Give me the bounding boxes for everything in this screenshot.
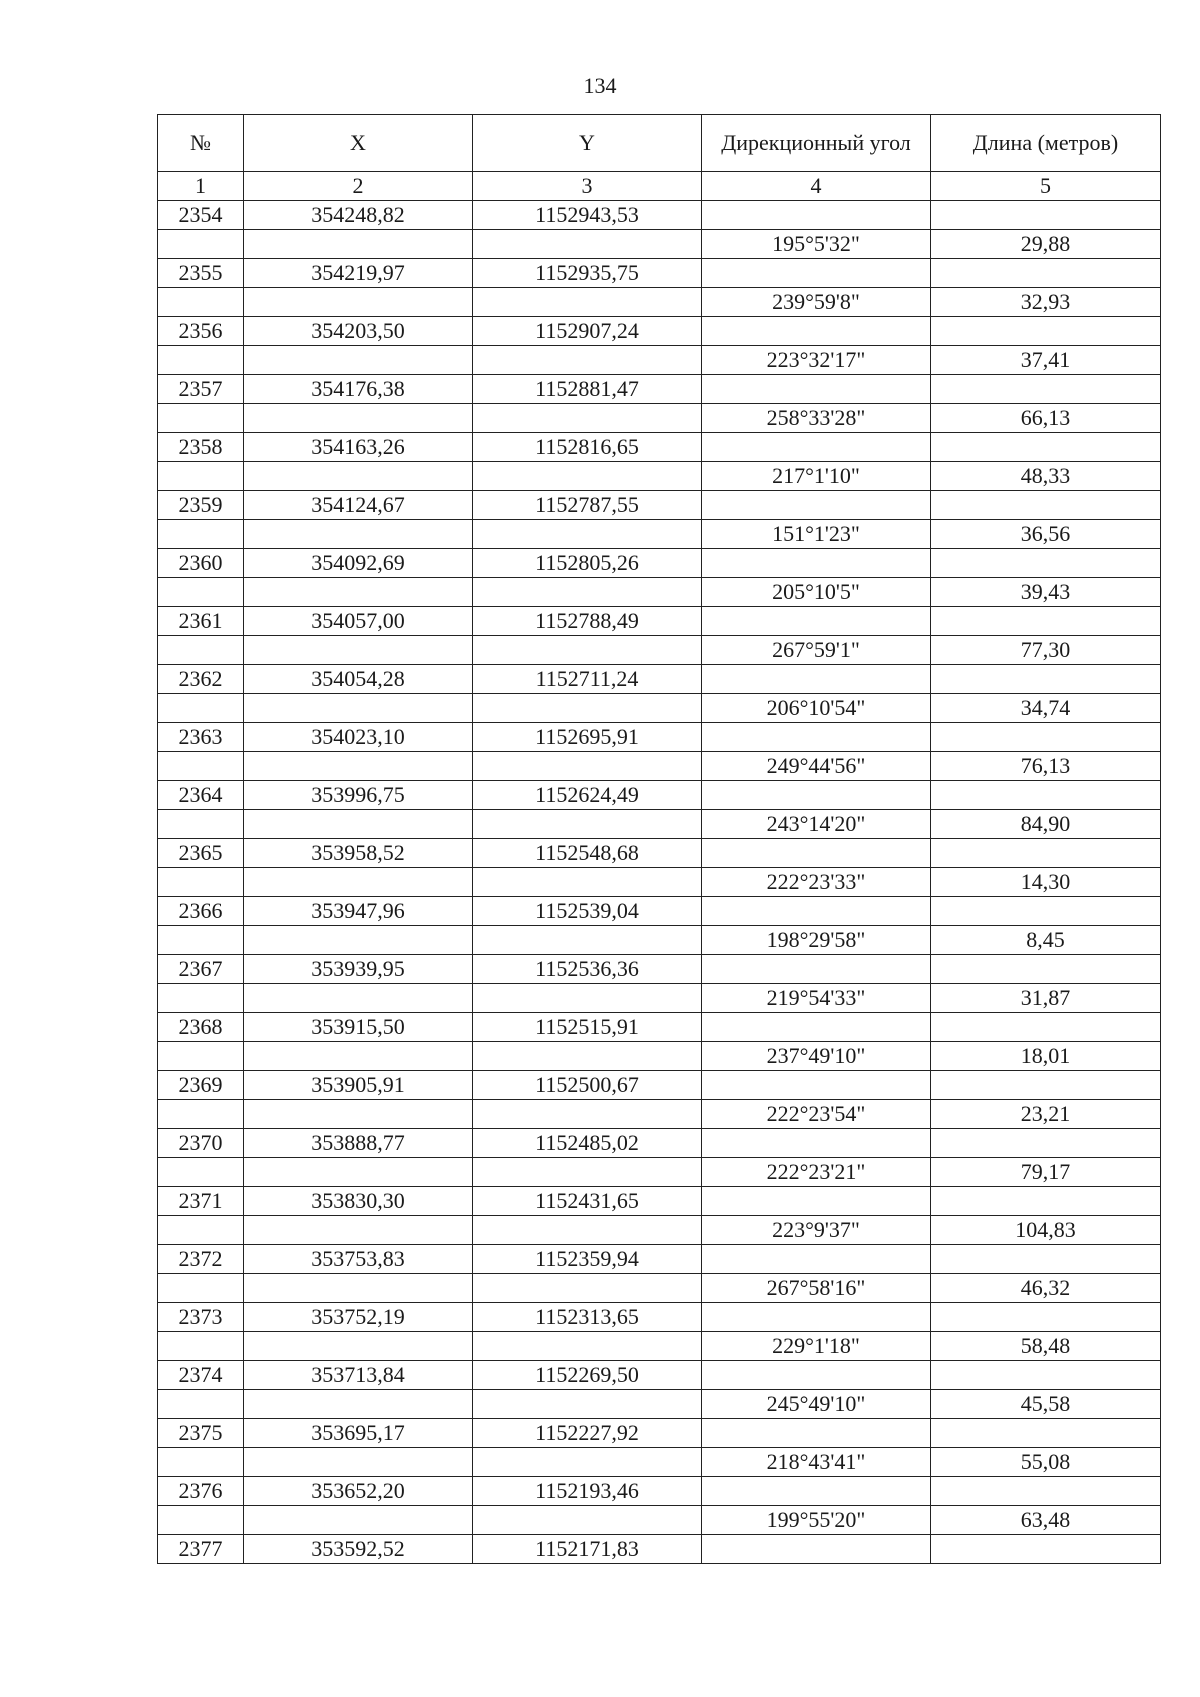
length-cell (931, 1361, 1161, 1390)
x-coordinate-cell: 353652,20 (244, 1477, 473, 1506)
x-coordinate-cell (244, 520, 473, 549)
point-number-cell (158, 462, 244, 491)
direction-angle-cell: 223°9'37" (702, 1216, 931, 1245)
y-coordinate-cell: 1152171,83 (473, 1535, 702, 1564)
x-coordinate-cell (244, 462, 473, 491)
y-coordinate-cell (473, 810, 702, 839)
point-number-cell (158, 288, 244, 317)
x-coordinate-cell: 354054,28 (244, 665, 473, 694)
point-number-cell (158, 810, 244, 839)
table-body (158, 201, 1161, 1564)
point-number-cell: 2376 (158, 1477, 244, 1506)
table-row (158, 665, 1161, 694)
length-cell (931, 897, 1161, 926)
point-number-cell (158, 636, 244, 665)
y-coordinate-cell (473, 1448, 702, 1477)
table-row (158, 433, 1161, 462)
direction-angle-cell: 222°23'54" (702, 1100, 931, 1129)
x-coordinate-cell (244, 1158, 473, 1187)
table-row (158, 491, 1161, 520)
y-coordinate-cell (473, 1506, 702, 1535)
length-cell (931, 201, 1161, 230)
x-coordinate-cell: 353958,52 (244, 839, 473, 868)
direction-angle-cell: 199°55'20" (702, 1506, 931, 1535)
point-number-cell: 2357 (158, 375, 244, 404)
table-row (158, 1361, 1161, 1390)
table-row (158, 1100, 1161, 1129)
length-cell: 58,48 (931, 1332, 1161, 1361)
table-row (158, 839, 1161, 868)
point-number-cell (158, 1506, 244, 1535)
x-coordinate-cell: 353888,77 (244, 1129, 473, 1158)
direction-angle-cell (702, 433, 931, 462)
direction-angle-cell: 267°58'16" (702, 1274, 931, 1303)
x-coordinate-cell: 354023,10 (244, 723, 473, 752)
header-length: Длина (метров) (931, 115, 1161, 172)
x-coordinate-cell (244, 1506, 473, 1535)
point-number-cell: 2359 (158, 491, 244, 520)
x-coordinate-cell: 354176,38 (244, 375, 473, 404)
length-cell (931, 1477, 1161, 1506)
table-row (158, 1216, 1161, 1245)
point-number-cell: 2371 (158, 1187, 244, 1216)
length-cell (931, 549, 1161, 578)
point-number-cell (158, 1332, 244, 1361)
y-coordinate-cell (473, 926, 702, 955)
length-cell (931, 1419, 1161, 1448)
y-coordinate-cell (473, 520, 702, 549)
point-number-cell: 2363 (158, 723, 244, 752)
x-coordinate-cell: 353905,91 (244, 1071, 473, 1100)
direction-angle-cell: 239°59'8" (702, 288, 931, 317)
y-coordinate-cell (473, 1274, 702, 1303)
x-coordinate-cell (244, 636, 473, 665)
direction-angle-cell (702, 665, 931, 694)
point-number-cell: 2355 (158, 259, 244, 288)
y-coordinate-cell: 1152539,04 (473, 897, 702, 926)
table-row (158, 1419, 1161, 1448)
x-coordinate-cell: 354124,67 (244, 491, 473, 520)
y-coordinate-cell (473, 1332, 702, 1361)
direction-angle-cell: 249°44'56" (702, 752, 931, 781)
x-coordinate-cell: 353713,84 (244, 1361, 473, 1390)
length-cell: 77,30 (931, 636, 1161, 665)
direction-angle-cell (702, 955, 931, 984)
y-coordinate-cell (473, 1216, 702, 1245)
x-coordinate-cell (244, 694, 473, 723)
length-cell (931, 1129, 1161, 1158)
y-coordinate-cell (473, 984, 702, 1013)
table-row (158, 1013, 1161, 1042)
direction-angle-cell: 219°54'33" (702, 984, 931, 1013)
point-number-cell (158, 1216, 244, 1245)
length-cell: 79,17 (931, 1158, 1161, 1187)
direction-angle-cell: 243°14'20" (702, 810, 931, 839)
direction-angle-cell (702, 1477, 931, 1506)
y-coordinate-cell: 1152515,91 (473, 1013, 702, 1042)
page-number: 134 (583, 73, 617, 98)
y-coordinate-cell: 1152805,26 (473, 549, 702, 578)
column-number: 5 (931, 172, 1161, 201)
length-cell: 46,32 (931, 1274, 1161, 1303)
y-coordinate-cell: 1152500,67 (473, 1071, 702, 1100)
length-cell: 34,74 (931, 694, 1161, 723)
x-coordinate-cell (244, 346, 473, 375)
header-direction-angle: Дирекционный угол (702, 115, 931, 172)
direction-angle-cell: 206°10'54" (702, 694, 931, 723)
direction-angle-cell: 222°23'21" (702, 1158, 931, 1187)
column-numbers-row (158, 172, 1161, 201)
x-coordinate-cell (244, 1100, 473, 1129)
direction-angle-cell: 229°1'18" (702, 1332, 931, 1361)
y-coordinate-cell (473, 1158, 702, 1187)
table-header-row (158, 115, 1161, 172)
table-row (158, 926, 1161, 955)
point-number-cell: 2365 (158, 839, 244, 868)
y-coordinate-cell: 1152711,24 (473, 665, 702, 694)
point-number-cell (158, 404, 244, 433)
x-coordinate-cell (244, 810, 473, 839)
x-coordinate-cell: 353947,96 (244, 897, 473, 926)
x-coordinate-cell: 353996,75 (244, 781, 473, 810)
table-row (158, 259, 1161, 288)
table-row (158, 520, 1161, 549)
point-number-cell (158, 984, 244, 1013)
length-cell: 76,13 (931, 752, 1161, 781)
x-coordinate-cell (244, 984, 473, 1013)
point-number-cell: 2356 (158, 317, 244, 346)
y-coordinate-cell (473, 752, 702, 781)
y-coordinate-cell: 1152227,92 (473, 1419, 702, 1448)
direction-angle-cell (702, 491, 931, 520)
length-cell: 36,56 (931, 520, 1161, 549)
table-row (158, 1187, 1161, 1216)
length-cell (931, 491, 1161, 520)
point-number-cell: 2354 (158, 201, 244, 230)
length-cell: 39,43 (931, 578, 1161, 607)
length-cell: 84,90 (931, 810, 1161, 839)
length-cell (931, 781, 1161, 810)
point-number-cell (158, 1158, 244, 1187)
length-cell (931, 1535, 1161, 1564)
direction-angle-cell: 258°33'28" (702, 404, 931, 433)
column-number: 4 (702, 172, 931, 201)
point-number-cell (158, 1100, 244, 1129)
x-coordinate-cell (244, 1274, 473, 1303)
direction-angle-cell (702, 607, 931, 636)
x-coordinate-cell: 354248,82 (244, 201, 473, 230)
x-coordinate-cell (244, 230, 473, 259)
point-number-cell (158, 1042, 244, 1071)
y-coordinate-cell (473, 1042, 702, 1071)
y-coordinate-cell: 1152787,55 (473, 491, 702, 520)
direction-angle-cell (702, 201, 931, 230)
length-cell (931, 1303, 1161, 1332)
point-number-cell: 2374 (158, 1361, 244, 1390)
length-cell (931, 1013, 1161, 1042)
point-number-cell: 2370 (158, 1129, 244, 1158)
table-row (158, 723, 1161, 752)
direction-angle-cell (702, 1245, 931, 1274)
y-coordinate-cell: 1152907,24 (473, 317, 702, 346)
y-coordinate-cell (473, 1390, 702, 1419)
y-coordinate-cell: 1152359,94 (473, 1245, 702, 1274)
direction-angle-cell: 205°10'5" (702, 578, 931, 607)
x-coordinate-cell: 354163,26 (244, 433, 473, 462)
column-number: 2 (244, 172, 473, 201)
table-row (158, 317, 1161, 346)
direction-angle-cell: 198°29'58" (702, 926, 931, 955)
table-row (158, 897, 1161, 926)
x-coordinate-cell: 354203,50 (244, 317, 473, 346)
point-number-cell (158, 1274, 244, 1303)
direction-angle-cell (702, 1535, 931, 1564)
header-y: Y (473, 115, 702, 172)
table-row (158, 1477, 1161, 1506)
direction-angle-cell: 217°1'10" (702, 462, 931, 491)
table-row (158, 1245, 1161, 1274)
length-cell: 37,41 (931, 346, 1161, 375)
point-number-cell (158, 346, 244, 375)
direction-angle-cell: 237°49'10" (702, 1042, 931, 1071)
direction-angle-cell: 195°5'32" (702, 230, 931, 259)
y-coordinate-cell: 1152536,36 (473, 955, 702, 984)
table-row (158, 636, 1161, 665)
table-row (158, 1071, 1161, 1100)
table-row (158, 868, 1161, 897)
coordinates-table (157, 114, 1161, 1564)
x-coordinate-cell (244, 1216, 473, 1245)
y-coordinate-cell: 1152548,68 (473, 839, 702, 868)
y-coordinate-cell: 1152485,02 (473, 1129, 702, 1158)
point-number-cell: 2372 (158, 1245, 244, 1274)
point-number-cell (158, 520, 244, 549)
y-coordinate-cell: 1152935,75 (473, 259, 702, 288)
table-row (158, 375, 1161, 404)
header-number: № (158, 115, 244, 172)
x-coordinate-cell (244, 752, 473, 781)
direction-angle-cell: 222°23'33" (702, 868, 931, 897)
y-coordinate-cell (473, 288, 702, 317)
length-cell (931, 433, 1161, 462)
y-coordinate-cell (473, 1100, 702, 1129)
y-coordinate-cell: 1152431,65 (473, 1187, 702, 1216)
x-coordinate-cell (244, 868, 473, 897)
length-cell: 48,33 (931, 462, 1161, 491)
length-cell (931, 955, 1161, 984)
table-row (158, 1303, 1161, 1332)
direction-angle-cell (702, 549, 931, 578)
table-row (158, 346, 1161, 375)
table-row (158, 578, 1161, 607)
point-number-cell (158, 868, 244, 897)
length-cell (931, 665, 1161, 694)
point-number-cell: 2373 (158, 1303, 244, 1332)
y-coordinate-cell (473, 636, 702, 665)
x-coordinate-cell: 353592,52 (244, 1535, 473, 1564)
length-cell (931, 1071, 1161, 1100)
length-cell: 29,88 (931, 230, 1161, 259)
x-coordinate-cell: 354057,00 (244, 607, 473, 636)
x-coordinate-cell (244, 1332, 473, 1361)
point-number-cell: 2361 (158, 607, 244, 636)
header-x: X (244, 115, 473, 172)
point-number-cell (158, 926, 244, 955)
table-row (158, 404, 1161, 433)
table-row (158, 955, 1161, 984)
column-number: 1 (158, 172, 244, 201)
x-coordinate-cell (244, 1042, 473, 1071)
x-coordinate-cell: 353830,30 (244, 1187, 473, 1216)
y-coordinate-cell: 1152313,65 (473, 1303, 702, 1332)
length-cell: 63,48 (931, 1506, 1161, 1535)
table-row (158, 462, 1161, 491)
table-row (158, 1332, 1161, 1361)
length-cell: 23,21 (931, 1100, 1161, 1129)
length-cell: 18,01 (931, 1042, 1161, 1071)
y-coordinate-cell: 1152624,49 (473, 781, 702, 810)
length-cell (931, 1245, 1161, 1274)
direction-angle-cell (702, 1187, 931, 1216)
length-cell (931, 375, 1161, 404)
x-coordinate-cell: 353915,50 (244, 1013, 473, 1042)
point-number-cell (158, 230, 244, 259)
y-coordinate-cell: 1152816,65 (473, 433, 702, 462)
direction-angle-cell (702, 839, 931, 868)
point-number-cell: 2360 (158, 549, 244, 578)
length-cell: 8,45 (931, 926, 1161, 955)
table-row (158, 549, 1161, 578)
direction-angle-cell (702, 317, 931, 346)
table-row (158, 810, 1161, 839)
y-coordinate-cell: 1152788,49 (473, 607, 702, 636)
y-coordinate-cell: 1152269,50 (473, 1361, 702, 1390)
point-number-cell: 2375 (158, 1419, 244, 1448)
length-cell: 45,58 (931, 1390, 1161, 1419)
point-number-cell: 2369 (158, 1071, 244, 1100)
x-coordinate-cell (244, 404, 473, 433)
x-coordinate-cell: 353695,17 (244, 1419, 473, 1448)
length-cell: 14,30 (931, 868, 1161, 897)
direction-angle-cell (702, 1303, 931, 1332)
length-cell (931, 259, 1161, 288)
length-cell (931, 839, 1161, 868)
x-coordinate-cell (244, 578, 473, 607)
direction-angle-cell (702, 1071, 931, 1100)
x-coordinate-cell: 354219,97 (244, 259, 473, 288)
point-number-cell (158, 1390, 244, 1419)
direction-angle-cell: 151°1'23" (702, 520, 931, 549)
direction-angle-cell: 218°43'41" (702, 1448, 931, 1477)
table-row (158, 1042, 1161, 1071)
point-number-cell: 2364 (158, 781, 244, 810)
x-coordinate-cell (244, 288, 473, 317)
direction-angle-cell: 245°49'10" (702, 1390, 931, 1419)
x-coordinate-cell: 353752,19 (244, 1303, 473, 1332)
direction-angle-cell (702, 1361, 931, 1390)
point-number-cell: 2362 (158, 665, 244, 694)
y-coordinate-cell (473, 404, 702, 433)
table-row (158, 1158, 1161, 1187)
table-row (158, 984, 1161, 1013)
x-coordinate-cell (244, 1390, 473, 1419)
table-row (158, 1390, 1161, 1419)
direction-angle-cell: 267°59'1" (702, 636, 931, 665)
y-coordinate-cell (473, 868, 702, 897)
direction-angle-cell (702, 1129, 931, 1158)
direction-angle-cell (702, 723, 931, 752)
table-row (158, 694, 1161, 723)
point-number-cell: 2366 (158, 897, 244, 926)
table-row (158, 230, 1161, 259)
length-cell: 32,93 (931, 288, 1161, 317)
direction-angle-cell (702, 1013, 931, 1042)
point-number-cell (158, 1448, 244, 1477)
y-coordinate-cell (473, 230, 702, 259)
y-coordinate-cell: 1152193,46 (473, 1477, 702, 1506)
table-row (158, 752, 1161, 781)
y-coordinate-cell (473, 462, 702, 491)
table-row (158, 781, 1161, 810)
y-coordinate-cell (473, 694, 702, 723)
y-coordinate-cell: 1152943,53 (473, 201, 702, 230)
direction-angle-cell: 223°32'17" (702, 346, 931, 375)
x-coordinate-cell: 354092,69 (244, 549, 473, 578)
length-cell (931, 1187, 1161, 1216)
column-number: 3 (473, 172, 702, 201)
table-row (158, 1506, 1161, 1535)
point-number-cell (158, 694, 244, 723)
table-row (158, 1535, 1161, 1564)
table-row (158, 1274, 1161, 1303)
length-cell (931, 317, 1161, 346)
direction-angle-cell (702, 897, 931, 926)
x-coordinate-cell: 353753,83 (244, 1245, 473, 1274)
length-cell (931, 607, 1161, 636)
y-coordinate-cell (473, 578, 702, 607)
point-number-cell: 2368 (158, 1013, 244, 1042)
length-cell: 66,13 (931, 404, 1161, 433)
x-coordinate-cell (244, 926, 473, 955)
direction-angle-cell (702, 781, 931, 810)
y-coordinate-cell (473, 346, 702, 375)
point-number-cell: 2377 (158, 1535, 244, 1564)
length-cell: 31,87 (931, 984, 1161, 1013)
length-cell: 55,08 (931, 1448, 1161, 1477)
point-number-cell: 2367 (158, 955, 244, 984)
table-row (158, 1129, 1161, 1158)
length-cell: 104,83 (931, 1216, 1161, 1245)
point-number-cell: 2358 (158, 433, 244, 462)
direction-angle-cell (702, 1419, 931, 1448)
table-row (158, 288, 1161, 317)
x-coordinate-cell: 353939,95 (244, 955, 473, 984)
y-coordinate-cell: 1152695,91 (473, 723, 702, 752)
table-row (158, 607, 1161, 636)
direction-angle-cell (702, 375, 931, 404)
point-number-cell (158, 752, 244, 781)
direction-angle-cell (702, 259, 931, 288)
table-row (158, 1448, 1161, 1477)
y-coordinate-cell: 1152881,47 (473, 375, 702, 404)
x-coordinate-cell (244, 1448, 473, 1477)
table-row (158, 201, 1161, 230)
length-cell (931, 723, 1161, 752)
point-number-cell (158, 578, 244, 607)
